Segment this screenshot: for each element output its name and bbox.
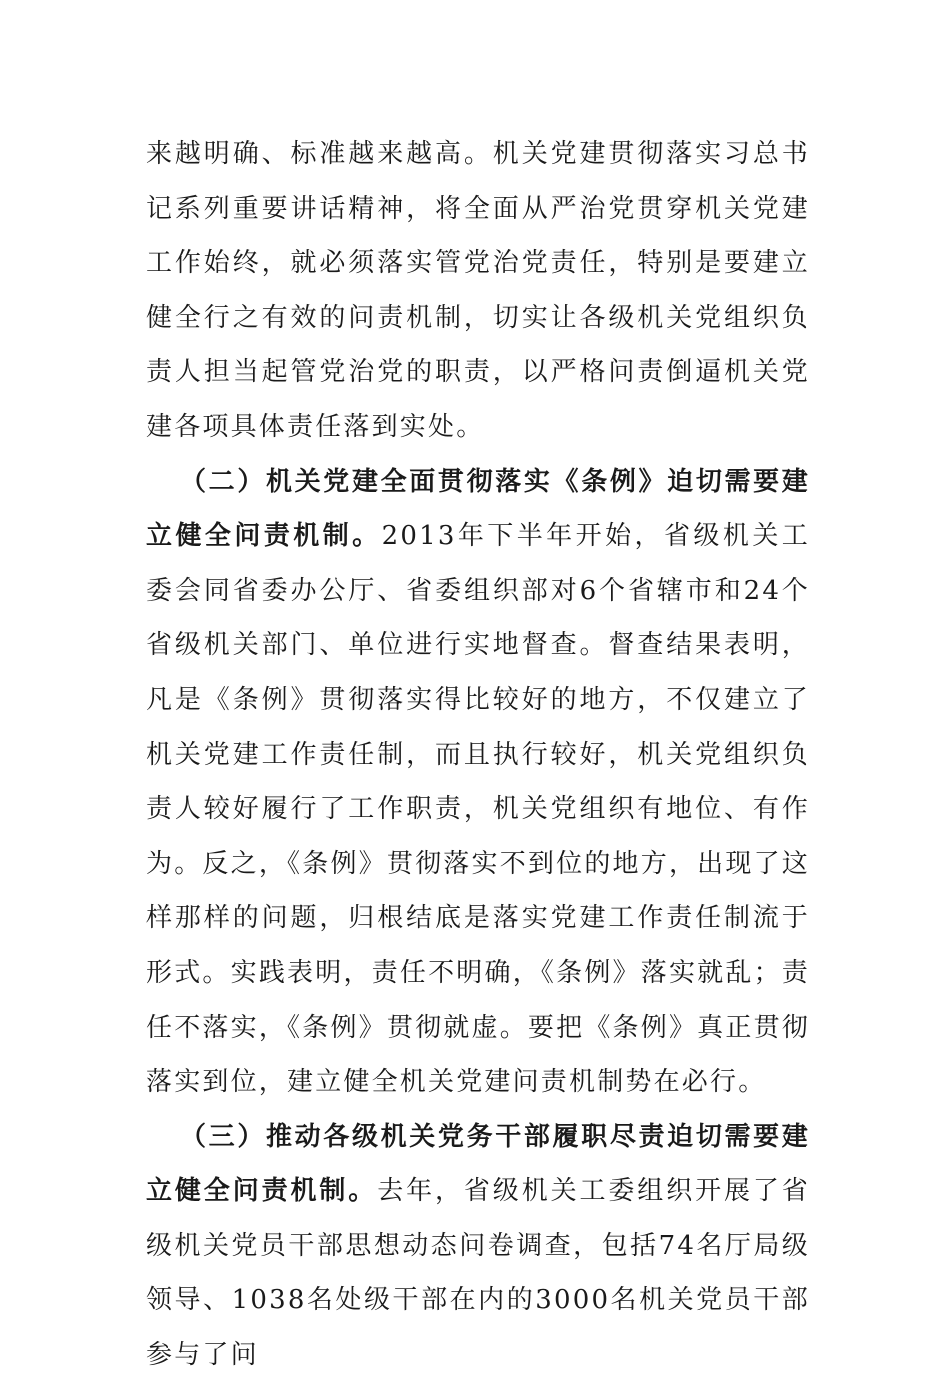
- paragraph-text: 去年，省级机关工委组织开展了省级机关党员干部思想动态问卷调查，包括74名厅局级领导、1038名处级干部在内的3000名机关党员干部参与了问: [146, 1176, 810, 1371]
- section-heading: （二）机关党建全面贯彻落实《条例》迫切需要建立健全问责机制。: [146, 466, 810, 552]
- paragraph-section-2: [146, 455, 810, 1110]
- section-heading: （三）推动各级机关党务干部履职尽责迫切需要建立健全问责机制。: [146, 1121, 810, 1207]
- paragraph-continuation: [146, 127, 810, 455]
- paragraph-section-3: [146, 1110, 810, 1383]
- paragraph-text: 2013年下半年开始，省级机关工委会同省委办公厅、省委组织部对6个省辖市和24个省级机关部门、单位进行实地督查。督查结果表明，凡是《条例》贯彻落实得比较好的地方，不仅建立了机关党建工作责任制，而且执行较好，机关党组织负责人较好履行了工作职责，机关党组织有地位、有作为。反之，《条例》贯彻落实不到位的地方，出现了这样那样的问题，归根结底是落实党建工作责任制流于形式。实践表明，责任不明确，《条例》落实就乱；责任不落实，《条例》贯彻就虚。要把《条例》真正贯彻落实到位，建立健全机关党建问责机制势在必行。: [146, 521, 810, 1098]
- paragraph-text: 来越明确、标准越来越高。机关党建贯彻落实习总书记系列重要讲话精神，将全面从严治党贯穿机关党建工作始终，就必须落实管党治党责任，特别是要建立健全行之有效的问责机制，切实让各级机关党组织负责人担当起管党治党的职责，以严格问责倒逼机关党建各项具体责任落到实处。: [146, 139, 810, 442]
- document-body: [146, 127, 810, 1383]
